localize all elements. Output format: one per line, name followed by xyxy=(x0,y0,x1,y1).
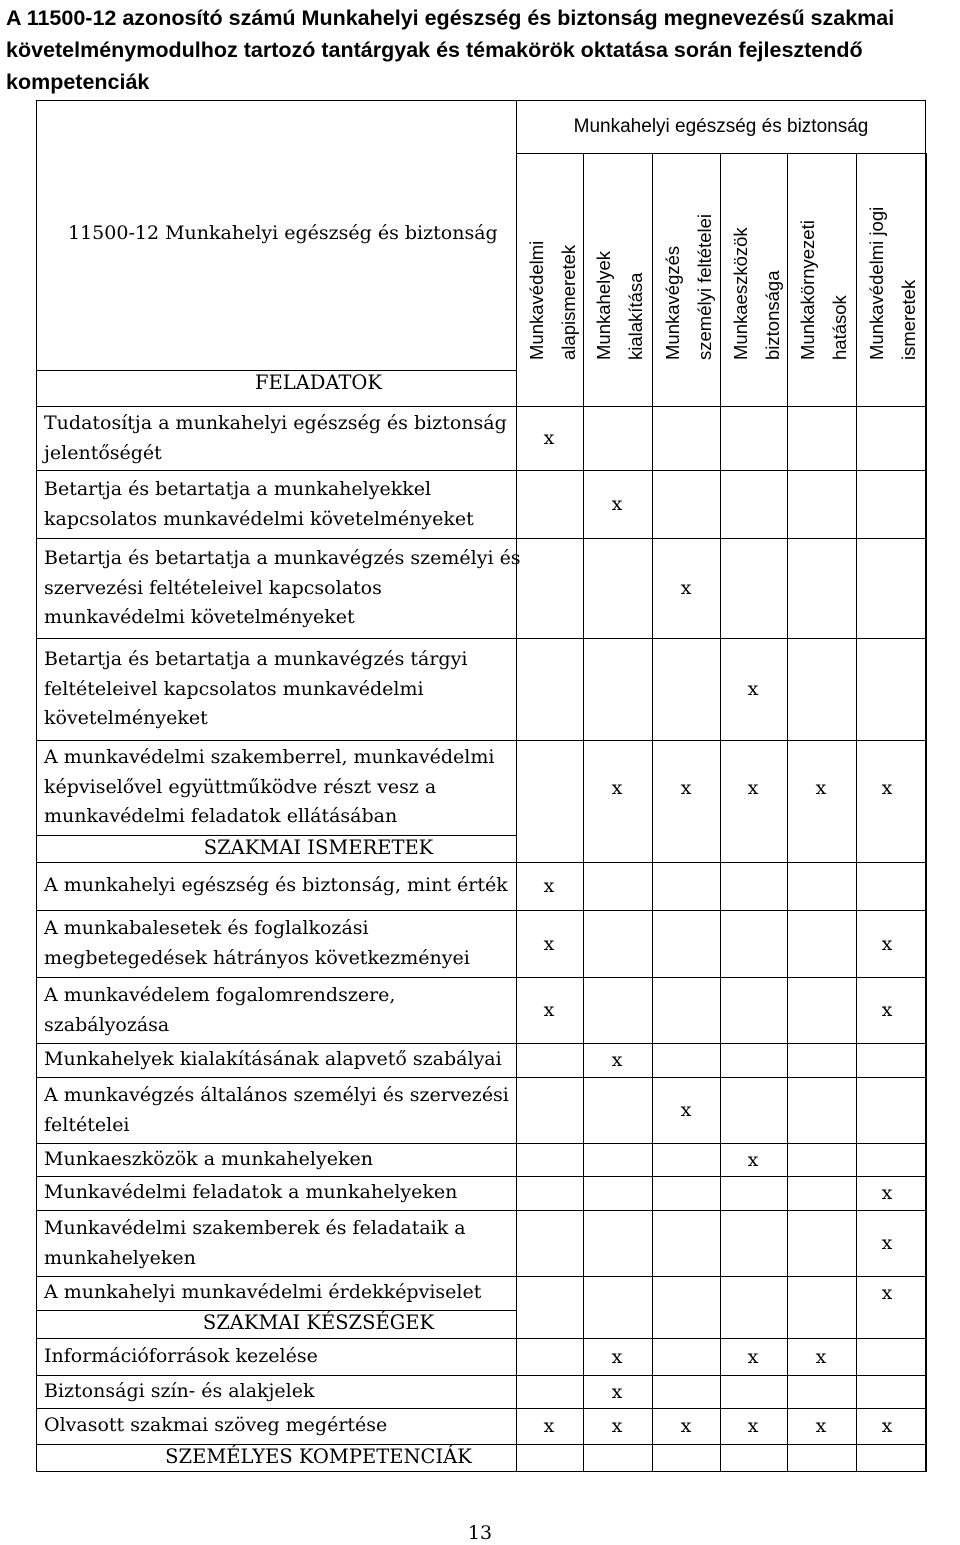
page-title: A 11500-12 azonosító számú Munkahelyi egészség és biztonság megnevezésű szakmai követelménymodulhoz tartozó tantárgyak és témakörök oktatása során fejlesztendő kompetenciák xyxy=(6,6,895,94)
row-label: szabályozása xyxy=(44,1013,170,1036)
grid-line-vertical xyxy=(856,153,857,1472)
row-label: munkavédelmi követelményeket xyxy=(44,606,355,628)
check-mark: x xyxy=(543,999,555,1021)
page-number: 13 xyxy=(467,1522,493,1544)
grid-line-horizontal xyxy=(37,1176,926,1177)
check-mark: x xyxy=(611,1346,623,1368)
column-header-2: Munkahelyek xyxy=(593,250,614,360)
column-header-5: Munkakörnyezeti xyxy=(797,220,818,360)
check-mark: x xyxy=(881,1232,893,1254)
grid-line-horizontal xyxy=(37,1043,926,1044)
row-label: jelentőségét xyxy=(44,441,162,464)
grid-line-vertical xyxy=(516,100,517,1472)
check-mark: x xyxy=(815,777,827,799)
check-mark: x xyxy=(543,875,555,897)
check-mark: x xyxy=(543,933,555,955)
grid-line-vertical xyxy=(583,153,584,1472)
row-label: munkahelyeken xyxy=(44,1246,196,1269)
grid-line-horizontal xyxy=(37,406,926,407)
row-label: szervezési feltételeivel kapcsolatos xyxy=(44,576,382,599)
check-mark: x xyxy=(747,1346,759,1368)
check-mark: x xyxy=(611,1049,623,1071)
section-heading: SZAKMAI KÉSZSÉGEK xyxy=(202,1311,435,1334)
row-label: képviselővel együttműködve részt vesz a xyxy=(44,775,437,798)
row-label: A munkahelyi egészség és biztonság, mint érték xyxy=(44,874,508,896)
check-mark: x xyxy=(611,777,623,799)
check-mark: x xyxy=(815,1415,827,1437)
check-mark: x xyxy=(543,427,555,449)
grid-line-horizontal xyxy=(37,1210,926,1211)
grid-line-horizontal xyxy=(37,1338,926,1339)
row-label: A munkavégzés általános személyi és szervezési xyxy=(44,1084,509,1106)
row-label: megbetegedések hátrányos következményei xyxy=(44,946,470,969)
check-mark: x xyxy=(611,1415,623,1437)
column-header-1: alapismeretek xyxy=(558,244,579,360)
row-label: Olvasott szakmai szöveg megértése xyxy=(44,1414,388,1436)
check-mark: x xyxy=(543,1415,555,1437)
row-label: A munkabalesetek és foglalkozási xyxy=(44,917,369,939)
grid-line-horizontal xyxy=(37,835,516,836)
row-label: Munkaeszközök a munkahelyeken xyxy=(44,1148,373,1170)
check-mark: x xyxy=(611,1381,623,1403)
check-mark: x xyxy=(881,777,893,799)
column-header-4: biztonsága xyxy=(762,270,783,360)
check-mark: x xyxy=(747,777,759,799)
grid-line-horizontal xyxy=(37,740,926,741)
column-header-6: ismeretek xyxy=(898,279,919,360)
grid-line-horizontal xyxy=(37,638,926,639)
check-mark: x xyxy=(680,577,692,599)
row-label: Munkahelyek kialakításának alapvető szabályai xyxy=(44,1048,502,1070)
check-mark: x xyxy=(881,933,893,955)
row-label: Betartja és betartatja a munkavégzés tárgyi xyxy=(44,648,468,670)
column-header-4: Munkaeszközök xyxy=(730,227,751,360)
row-label: kapcsolatos munkavédelmi követelményeket xyxy=(44,507,474,530)
row-label: A munkavédelem fogalomrendszere, xyxy=(44,984,396,1006)
check-mark: x xyxy=(881,1415,893,1437)
column-header-1: Munkavédelmi xyxy=(526,240,547,360)
row-label: feltételeivel kapcsolatos munkavédelmi xyxy=(44,677,424,700)
row-label: Munkavédelmi feladatok a munkahelyeken xyxy=(44,1181,458,1203)
row-label: A munkavédelmi szakemberrel, munkavédelmi xyxy=(44,746,495,768)
grid-line-vertical xyxy=(787,153,788,1472)
grid-line-horizontal xyxy=(37,1310,516,1311)
row-label: követelményeket xyxy=(44,707,208,729)
column-header-5: hatások xyxy=(829,295,850,360)
column-header-3: személyi feltételei xyxy=(694,213,715,360)
row-label: munkavédelmi feladatok ellátásában xyxy=(44,805,398,827)
grid-line-horizontal xyxy=(37,1276,926,1277)
grid-line-horizontal xyxy=(37,1143,926,1144)
section-heading: FELADATOK xyxy=(254,371,382,394)
grid-line-horizontal xyxy=(37,470,926,471)
row-label: Információforrások kezelése xyxy=(44,1345,318,1367)
column-header-3: Munkavégzés xyxy=(662,245,683,360)
grid-line-vertical xyxy=(720,153,721,1472)
check-mark: x xyxy=(815,1346,827,1368)
grid-line-horizontal xyxy=(37,1444,926,1445)
check-mark: x xyxy=(881,1282,893,1304)
check-mark: x xyxy=(680,777,692,799)
check-mark: x xyxy=(680,1415,692,1437)
grid-line-horizontal xyxy=(37,538,926,539)
grid-line-horizontal xyxy=(37,1375,926,1376)
check-mark: x xyxy=(881,999,893,1021)
grid-line-horizontal xyxy=(37,910,926,911)
grid-line-horizontal xyxy=(37,370,516,371)
section-heading: SZEMÉLYES KOMPETENCIÁK xyxy=(165,1445,472,1468)
row-label: Biztonsági szín- és alakjelek xyxy=(44,1380,315,1402)
check-mark: x xyxy=(881,1182,893,1204)
check-mark: x xyxy=(680,1099,692,1121)
grid-line-vertical xyxy=(652,153,653,1472)
row-label: Munkavédelmi szakemberek és feladataik a xyxy=(44,1217,466,1239)
check-mark: x xyxy=(611,493,623,515)
column-group-header: Munkahelyi egészség és biztonság xyxy=(573,116,869,137)
check-mark: x xyxy=(747,678,759,700)
check-mark: x xyxy=(747,1149,759,1171)
row-label: Tudatosítja a munkahelyi egészség és biztonság xyxy=(44,412,507,434)
row-label: Betartja és betartatja a munkahelyekkel xyxy=(44,478,432,500)
grid-line-vertical xyxy=(926,153,927,1472)
module-label: 11500-12 Munkahelyi egészség és biztonság xyxy=(68,222,498,244)
grid-line-horizontal xyxy=(37,1077,926,1078)
check-mark: x xyxy=(747,1415,759,1437)
grid-line-horizontal xyxy=(37,862,926,863)
grid-line-horizontal xyxy=(516,153,926,154)
section-heading: SZAKMAI ISMERETEK xyxy=(203,836,434,859)
column-header-6: Munkavédelmi jogi xyxy=(866,206,887,360)
row-label: feltételei xyxy=(44,1113,130,1136)
grid-line-horizontal xyxy=(37,977,926,978)
row-label: A munkahelyi munkavédelmi érdekképviselet xyxy=(44,1281,482,1303)
column-header-2: kialakítása xyxy=(625,272,646,360)
grid-line-horizontal xyxy=(37,1408,926,1409)
row-label: Betartja és betartatja a munkavégzés személyi és xyxy=(44,547,521,569)
